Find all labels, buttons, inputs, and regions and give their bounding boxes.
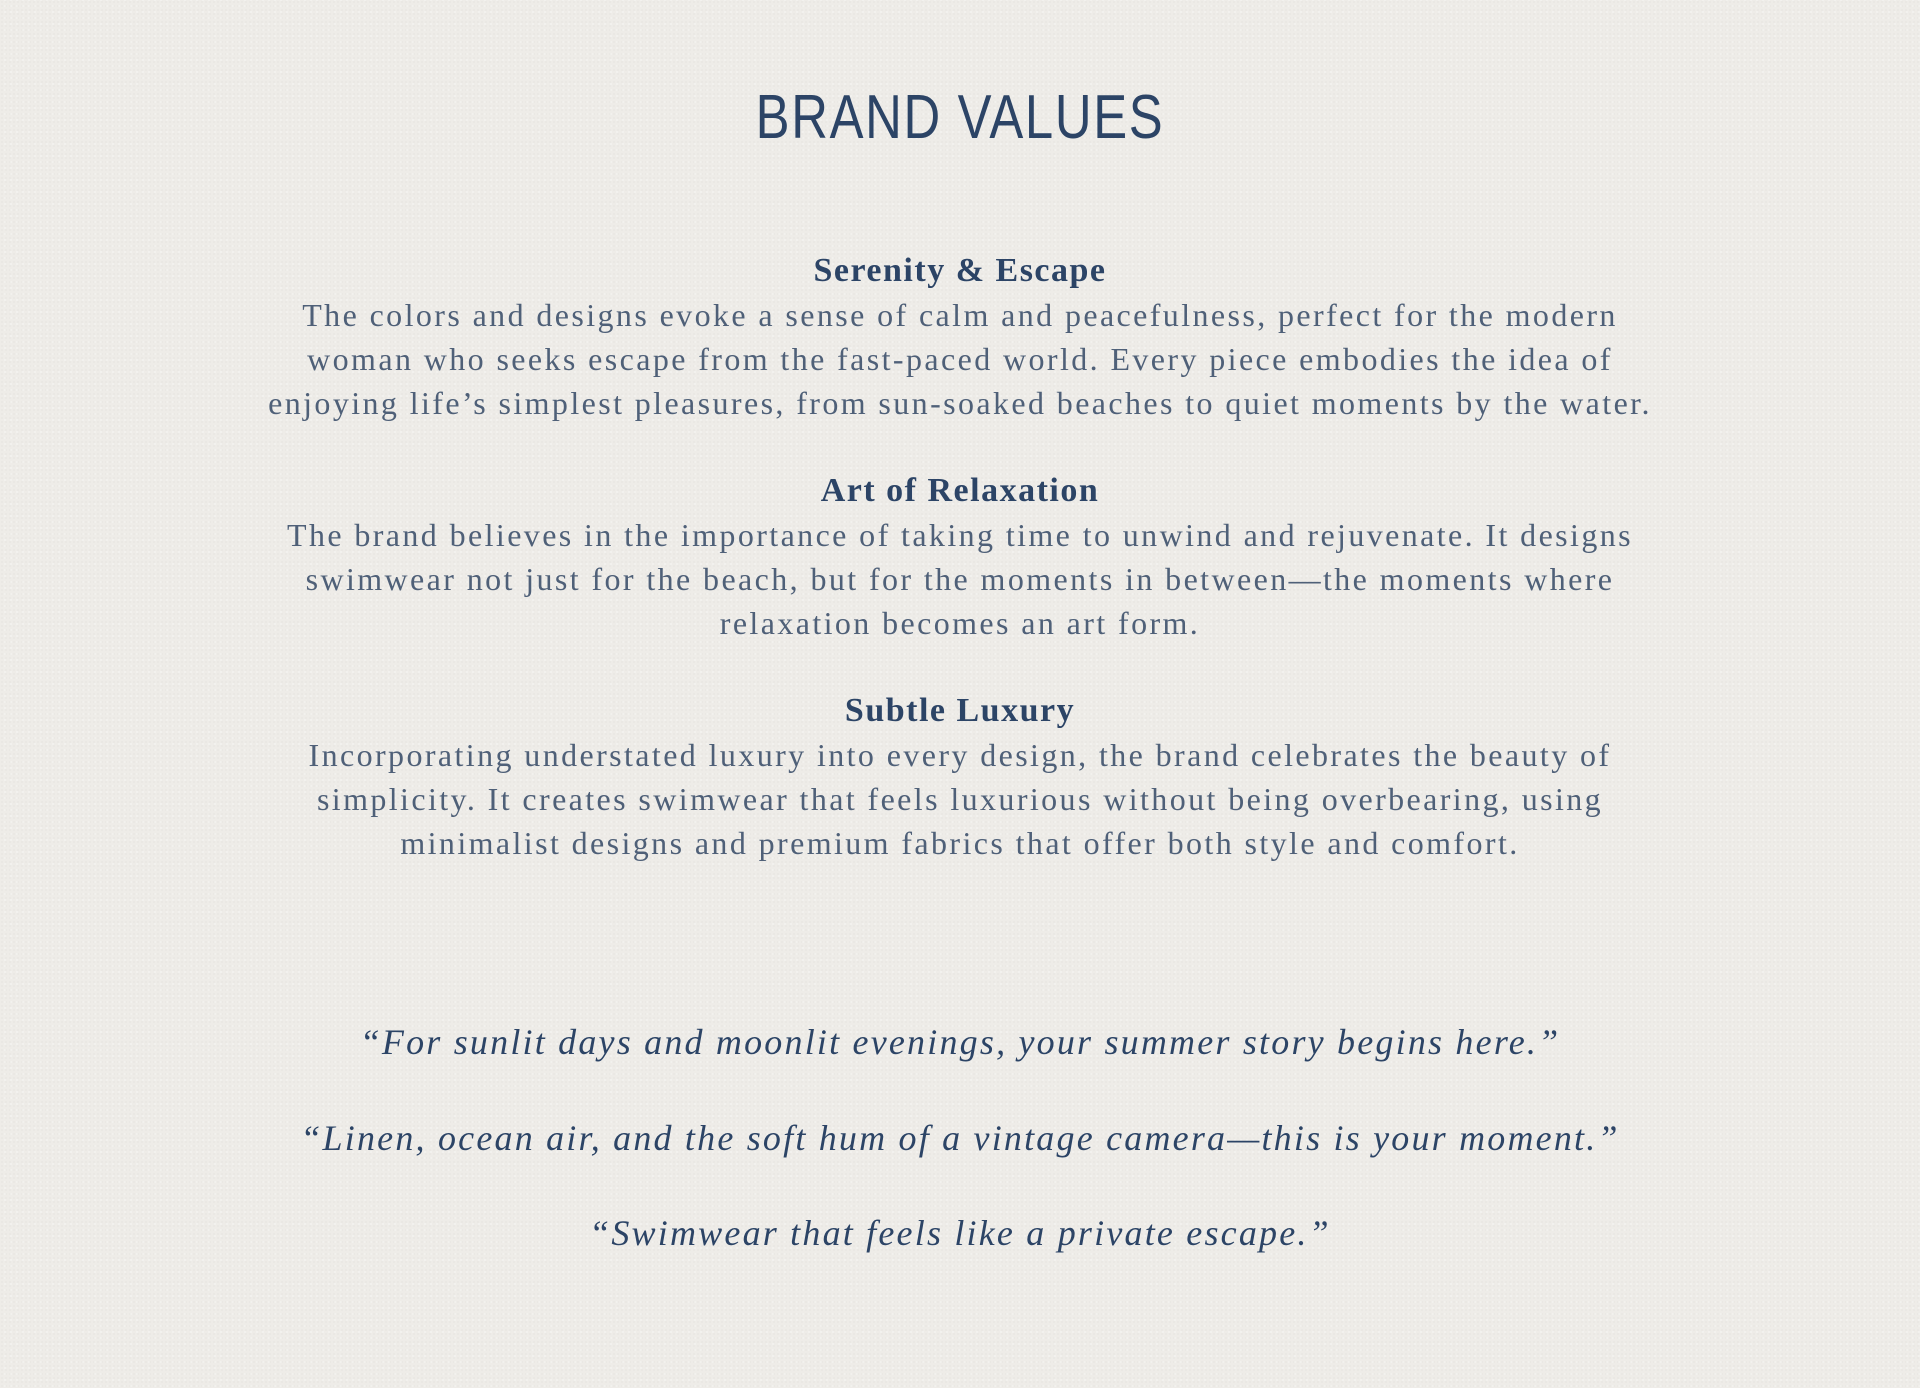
value-description-line: woman who seeks escape from the fast-paced world. Every piece embodies the idea of (307, 341, 1613, 377)
brand-quote: “For sunlit days and moonlit evenings, your summer story begins here.” (359, 1022, 1561, 1062)
value-description-line: simplicity. It creates swimwear that feels luxurious without being overbearing, using (316, 781, 1604, 817)
value-heading: Subtle Luxury (844, 692, 1076, 729)
brand-quote: “Swimwear that feels like a private escape.” (589, 1213, 1331, 1253)
brand-quote: “Linen, ocean air, and the soft hum of a vintage camera—this is your moment.” (300, 1118, 1620, 1158)
value-subtle-luxury (200, 689, 1720, 865)
value-heading: Serenity & Escape (813, 252, 1107, 289)
value-serenity-escape (200, 249, 1720, 425)
value-description-line: swimwear not just for the beach, but for the moments in between—the moments where (305, 561, 1615, 597)
value-description-line: relaxation becomes an art form. (719, 605, 1201, 641)
value-art-of-relaxation (200, 469, 1720, 645)
value-description-line: The colors and designs evoke a sense of calm and peacefulness, perfect for the modern (302, 297, 1618, 333)
page-title: BRAND VALUES (755, 83, 1165, 152)
value-description-line: enjoying life’s simplest pleasures, from sun-soaked beaches to quiet moments by the water. (268, 385, 1652, 421)
value-description-line: minimalist designs and premium fabrics that offer both style and comfort. (400, 825, 1520, 861)
value-heading: Art of Relaxation (820, 472, 1100, 509)
value-description-line: The brand believes in the importance of taking time to unwind and rejuvenate. It designs (287, 517, 1633, 553)
value-description-line: Incorporating understated luxury into every design, the brand celebrates the beauty of (308, 737, 1612, 773)
